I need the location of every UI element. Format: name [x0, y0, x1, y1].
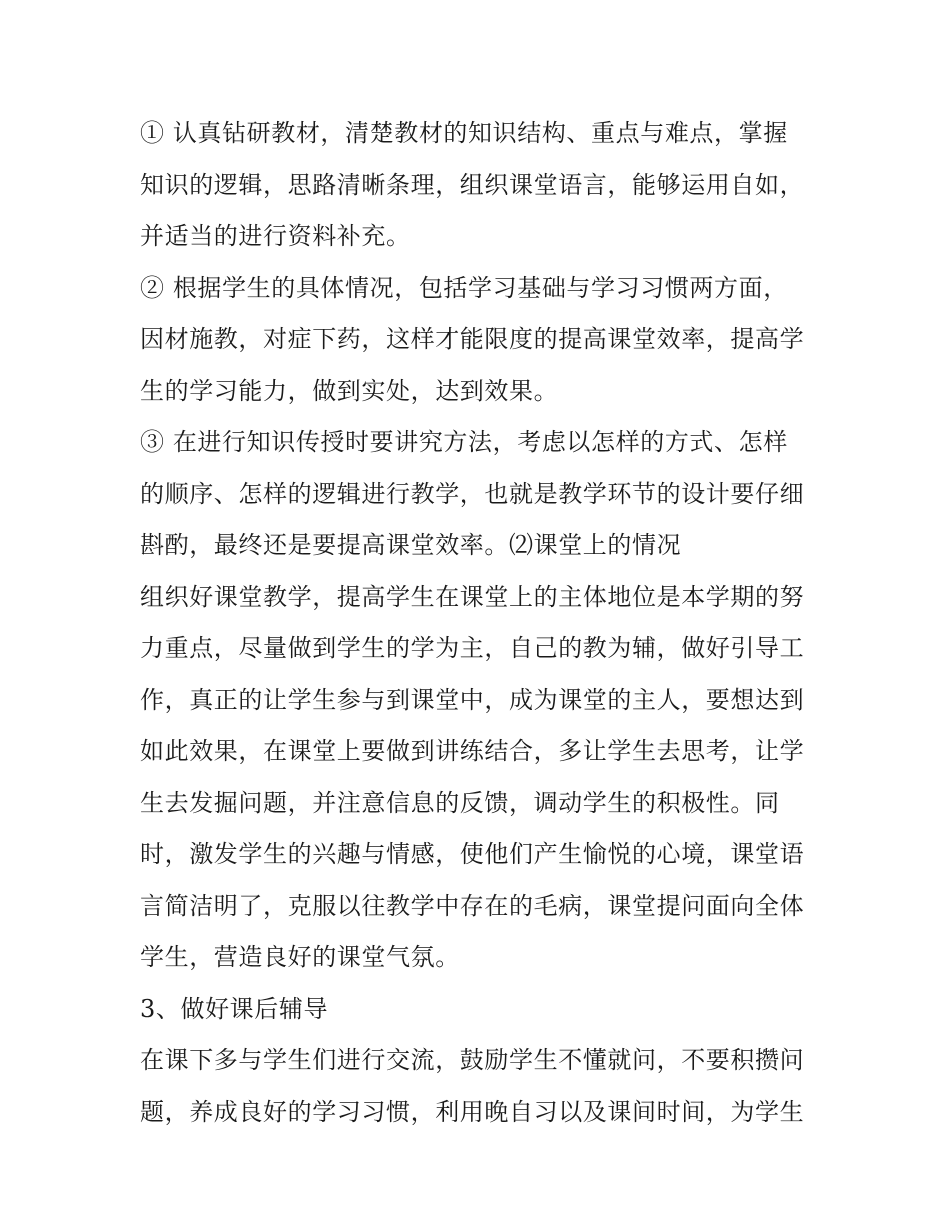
paragraph-point-2: ② 根据学生的具体情况，包括学习基础与学习习惯两方面， 因材施教，对症下药，这样才能限度的提高课堂效率，提高学 生的学习能力，做到实处，达到效果。	[140, 273, 805, 405]
paragraph-after-class: 在课下多与学生们进行交流，鼓励学生不懂就问，不要积攒问 题，养成良好的学习习惯，利用晚自习以及课间时间，为学生	[140, 1046, 805, 1126]
paragraph-point-3: ③ 在进行知识传授时要讲究方法，考虑以怎样的方式、怎样 的顺序、怎样的逻辑进行教学，也就是教学环节的设计要仔细 斟酌，最终还是要提高课堂效率。⑵课堂上的情况	[140, 428, 805, 559]
paragraph-point-1: ① 认真钻研教材，清楚教材的知识结构、重点与难点，掌握 知识的逻辑，思路清晰条理，组织课堂语言，能够运用自如， 并适当的进行资料补充。	[140, 119, 805, 250]
section-heading: 3、做好课后辅导	[140, 994, 329, 1023]
document-body	[140, 108, 820, 1138]
paragraph-classroom: 组织好课堂教学，提高学生在课堂上的主体地位是本学期的努 力重点，尽量做到学生的学为主，自己的教为辅，做好引导工 作，真正的让学生参与到课堂中，成为课堂的主人，要想达到 如此效果，在课堂上要做到讲练结合，多让学生去思考，让学 生去发掘问题，并注意信息的反馈，调动学生的积极性。同 时，激发学生的兴趣与情感，使他们产生愉悦的心境，课堂语 言简洁明了，克服以往教学中存在的毛病，课堂提问面向全体 学生，营造良好的课堂气氛。	[140, 582, 805, 971]
